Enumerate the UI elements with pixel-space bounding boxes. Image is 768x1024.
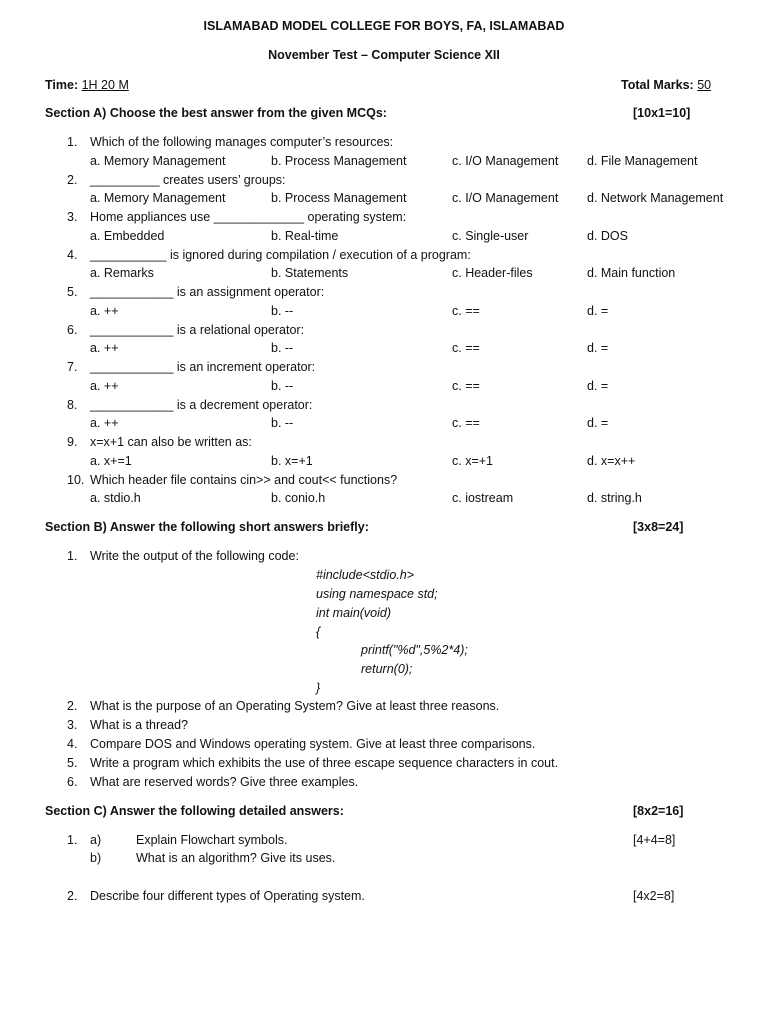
c-q1-marks: [4+4=8] [633,833,676,847]
mcq-option-a: a. ++ [90,303,119,318]
mcq-option-c: c. Header-files [452,266,533,280]
section-c-title: Section C) Answer the following detailed answers: [45,804,344,818]
mcq-option-a: a. ++ [90,378,119,393]
b-question-text: What are reserved words? Give three examples. [90,775,359,789]
mcq-option-a: a. Memory Management [90,191,226,205]
test-title: November Test – Computer Science XII [268,48,500,62]
code-line: } [316,681,321,695]
section-c-marks: [8x2=16] [633,804,684,818]
time-value: 1H 20 M [81,78,129,92]
b-question-number: 4. [67,737,78,751]
c-q1-b-text: What is an algorithm? Give its uses. [136,851,336,865]
mcq-option-d: d. = [587,303,609,318]
mcq-option-b: b. -- [271,341,294,355]
mcq-option-d: d. File Management [587,153,698,168]
c-q1-b-label: b) [90,851,102,865]
mcq-option-b: b. conio.h [271,491,326,505]
b-question-text: What is a thread? [90,718,188,732]
mcq-question-text: x=x+1 can also be written as: [90,435,252,449]
code-line: return(0); [361,662,413,676]
mcq-option-d: d. Main function [587,266,676,280]
mcq-question-text: ___________ is ignored during compilation / execution of a program: [90,247,471,262]
mcq-option-b: b. Statements [271,266,349,280]
mcq-number: 10. [67,472,85,487]
total-marks-label: Total Marks: [621,78,694,92]
mcq-option-a: a. x+=1 [90,453,132,468]
mcq-question-text: ____________ is a decrement operator: [90,397,313,412]
mcq-number: 3. [67,210,78,224]
mcq-option-d: d. string.h [587,491,642,505]
mcq-option-d: d. x=x++ [587,453,636,468]
b-question-number: 2. [67,699,78,713]
b-q1-number: 1. [67,549,78,563]
mcq-option-a: a. stdio.h [90,491,141,505]
b-question-number: 6. [67,775,78,789]
mcq-option-b: b. -- [271,416,294,430]
mcq-number: 9. [67,435,78,449]
mcq-option-c: c. == [452,341,480,355]
mcq-question-text: ____________ is an assignment operator: [90,285,325,299]
mcq-option-c: c. == [452,378,480,393]
section-a-title: Section A) Choose the best answer from the given MCQs: [45,106,387,120]
mcq-question-text: Which of the following manages computer’s resources: [90,135,394,149]
mcq-number: 2. [67,172,78,187]
mcq-option-d: d. = [587,341,609,355]
code-line: { [316,625,321,639]
mcq-option-c: c. Single-user [452,228,529,243]
mcq-option-b: b. Process Management [271,153,407,168]
mcq-number: 7. [67,360,78,374]
mcq-option-a: a. Memory Management [90,153,226,168]
b-question-number: 5. [67,756,78,770]
total-marks-line [621,78,711,93]
b-question-text: Compare DOS and Windows operating system. Give at least three comparisons. [90,737,536,751]
b-question-number: 3. [67,718,78,732]
mcq-question-text: ____________ is an increment operator: [90,360,316,374]
mcq-option-a: a. Remarks [90,266,154,280]
mcq-question-text: Which header file contains cin>> and cout<< functions? [90,472,398,487]
section-b-marks: [3x8=24] [633,520,684,534]
mcq-option-b: b. x=+1 [271,453,313,468]
mcq-option-a: a. ++ [90,341,119,355]
b-q1-text: Write the output of the following code: [90,549,299,563]
mcq-question-text: ____________ is a relational operator: [90,322,305,337]
mcq-question-text: __________ creates users’ groups: [90,172,286,187]
code-line: #include<stdio.h> [316,568,414,582]
time-label: Time: [45,78,79,92]
b-question-text: Write a program which exhibits the use of three escape sequence characters in cout. [90,756,559,770]
c-q1-number: 1. [67,833,78,847]
mcq-option-d: d. = [587,416,609,430]
c-q2-number: 2. [67,889,78,903]
mcq-option-a: a. Embedded [90,228,165,243]
mcq-number: 8. [67,397,78,412]
mcq-option-d: d. = [587,378,609,393]
mcq-option-d: d. Network Management [587,191,724,205]
mcq-number: 5. [67,285,78,299]
code-line: using namespace std; [316,587,438,601]
time-line [45,78,129,93]
mcq-number: 1. [67,135,78,149]
b-question-text: What is the purpose of an Operating System? Give at least three reasons. [90,699,500,713]
total-marks-value: 50 [697,78,712,92]
college-title: ISLAMABAD MODEL COLLEGE FOR BOYS, FA, ISLAMABAD [203,19,565,33]
code-line: printf("%d",5%2*4); [361,643,468,657]
mcq-option-d: d. DOS [587,228,628,243]
mcq-option-c: c. == [452,416,480,430]
mcq-option-c: c. == [452,303,480,318]
mcq-option-b: b. -- [271,378,294,393]
mcq-option-a: a. ++ [90,416,119,430]
mcq-option-c: c. I/O Management [452,153,559,168]
c-q1-a-text: Explain Flowchart symbols. [136,833,288,847]
mcq-option-c: c. iostream [452,491,514,505]
mcq-option-c: c. x=+1 [452,453,493,468]
code-line: int main(void) [316,606,392,620]
mcq-number: 4. [67,247,78,262]
section-a-marks: [10x1=10] [633,106,691,120]
c-q1-a-label: a) [90,833,102,847]
mcq-question-text: Home appliances use _____________ operating system: [90,210,407,224]
mcq-option-b: b. Process Management [271,191,407,205]
c-q2-marks: [4x2=8] [633,889,675,903]
mcq-option-c: c. I/O Management [452,191,559,205]
mcq-option-b: b. -- [271,303,294,318]
section-b-title: Section B) Answer the following short answers briefly: [45,520,369,534]
c-q2-text: Describe four different types of Operating system. [90,889,365,903]
mcq-option-b: b. Real-time [271,228,339,243]
mcq-number: 6. [67,322,78,337]
